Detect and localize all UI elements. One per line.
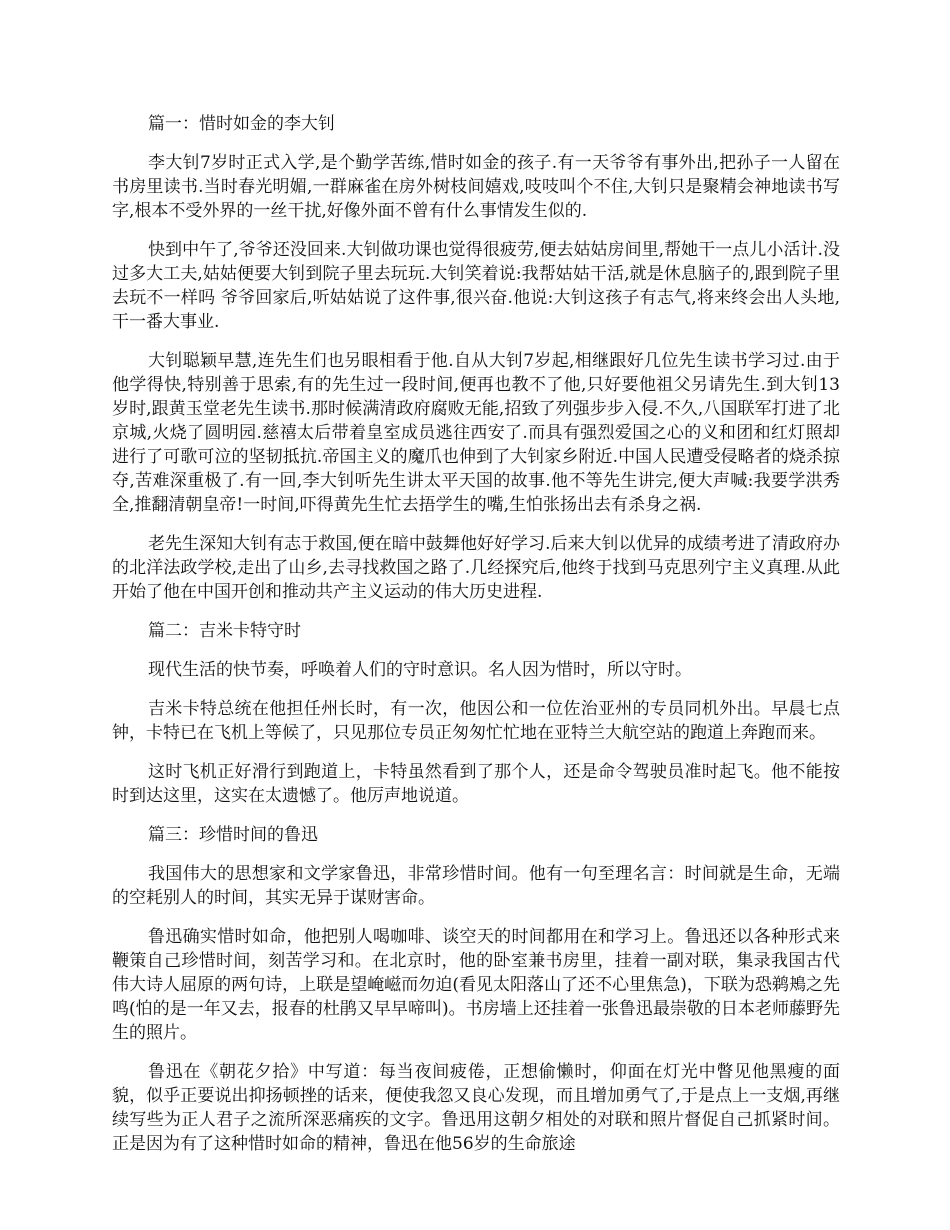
section-heading-3: 篇三：珍惜时间的鲁迅 (148, 825, 318, 845)
paragraph: 现代生活的快节奏，呼唤着人们的守时意识。名人因为惜时，所以守时。 (148, 660, 692, 680)
paragraph: 大钊聪颖早慧,连先生们也另眼相看于他.自从大钊7岁起,相继跟好几位先生读书学习过.由于他学得快,特别善于思索,有的先生过一段时间,便再也教不了他,只好要他祖父另请先生.到大钊13岁时,跟黄玉堂老先生读书.那时候满清政府腐败无能,招致了列强步步入侵.不久,八国联军打进了北京城,火烧了圆明园.慈禧太后带着皇室成员逃往西安了.而具有强烈爱国之心的义和团和红灯照却进行了可歌可泣的坚韧抵抗.帝国主义的魔爪也伸到了大钊家乡附近.中国人民遭受侵略者的烧杀掠夺,苦难深重极了.有一回,李大钊听先生讲太平天国的故事.他不等先生讲完,便大声喊:我要学洪秀全,推翻清朝皇帝!一时间,吓得黄先生忙去捂学生的嘴,生怕张扬出去有杀身之祸. (112, 351, 840, 515)
paragraph: 鲁迅在《朝花夕拾》中写道：每当夜间疲倦，正想偷懒时，仰面在灯光中瞥见他黑瘦的面貌，似乎正要说出抑扬顿挫的话来，便使我忽又良心发现，而且增加勇气了,于是点上一支烟,再继续写些为正人君子之流所深恶痛疾的文字。鲁迅用这朝夕相处的对联和照片督促自己抓紧时间。 正是因为有了这种惜时如命的精神，鲁迅在他56岁的生命旅途 (112, 1062, 840, 1154)
paragraph: 李大钊7岁时正式入学,是个勤学苦练,惜时如金的孩子.有一天爷爷有事外出,把孙子一人留在书房里读书.当时春光明媚,一群麻雀在房外树枝间嬉戏,吱吱叫个不住,大钊只是聚精会神地读书写字,根本不受外界的一丝干扰,好像外面不曾有什么事情发生似的. (112, 153, 840, 221)
paragraph: 老先生深知大钊有志于救国,便在暗中鼓舞他好好学习.后来大钊以优异的成绩考进了清政府办的北洋法政学校,走出了山乡,去寻找救国之路了.几经探究后,他终于找到马克思列宁主义真理.从此开始了他在中国开创和推动共产主义运动的伟大历史进程. (112, 534, 840, 602)
paragraph: 鲁迅确实惜时如命，他把别人喝咖啡、谈空天的时间都用在和学习上。鲁迅还以各种形式来鞭策自己珍惜时间，刻苦学习和。在北京时，他的卧室兼书房里，挂着一副对联，集录我国古代伟大诗人屈原的两句诗，上联是望崦嵫而勿迫(看见太阳落山了还不心里焦急)，下联为恐鹈鴂之先鸣(怕的是一年又去，报春的杜鹃又早早啼叫)。书房墙上还挂着一张鲁迅最崇敬的日本老师藤野先生的照片。 (112, 927, 840, 1043)
document-page (112, 112, 840, 1171)
paragraph: 快到中午了,爷爷还没回来.大钊做功课也觉得很疲劳,便去姑姑房间里,帮她干一点儿小活计.没过多大工夫,姑姑便要大钊到院子里去玩玩.大钊笑着说:我帮姑姑干活,就是休息脑子的,跟到院子里去玩不一样吗 爷爷回家后,听姑姑说了这件事,很兴奋.他说:大钊这孩子有志气,将来终会出人头地,干一番大事业. (112, 240, 840, 332)
paragraph: 这时飞机正好滑行到跑道上，卡特虽然看到了那个人，还是命令驾驶员准时起飞。他不能按时到达这里，这实在太遗憾了。他厉声地说道。 (112, 762, 840, 806)
section-heading-1: 篇一：惜时如金的李大钊 (148, 114, 335, 134)
paragraph: 吉米卡特总统在他担任州长时，有一次，他因公和一位佐治亚州的专员同机外出。早晨七点钟，卡特已在飞机上等候了，只见那位专员正匆匆忙忙地在亚特兰大航空站的跑道上奔跑而来。 (112, 699, 840, 743)
section-heading-2: 篇二：吉米卡特守时 (148, 621, 301, 641)
paragraph: 我国伟大的思想家和文学家鲁迅，非常珍惜时间。他有一句至理名言：时间就是生命，无端的空耗别人的时间，其实无异于谋财害命。 (112, 864, 840, 908)
